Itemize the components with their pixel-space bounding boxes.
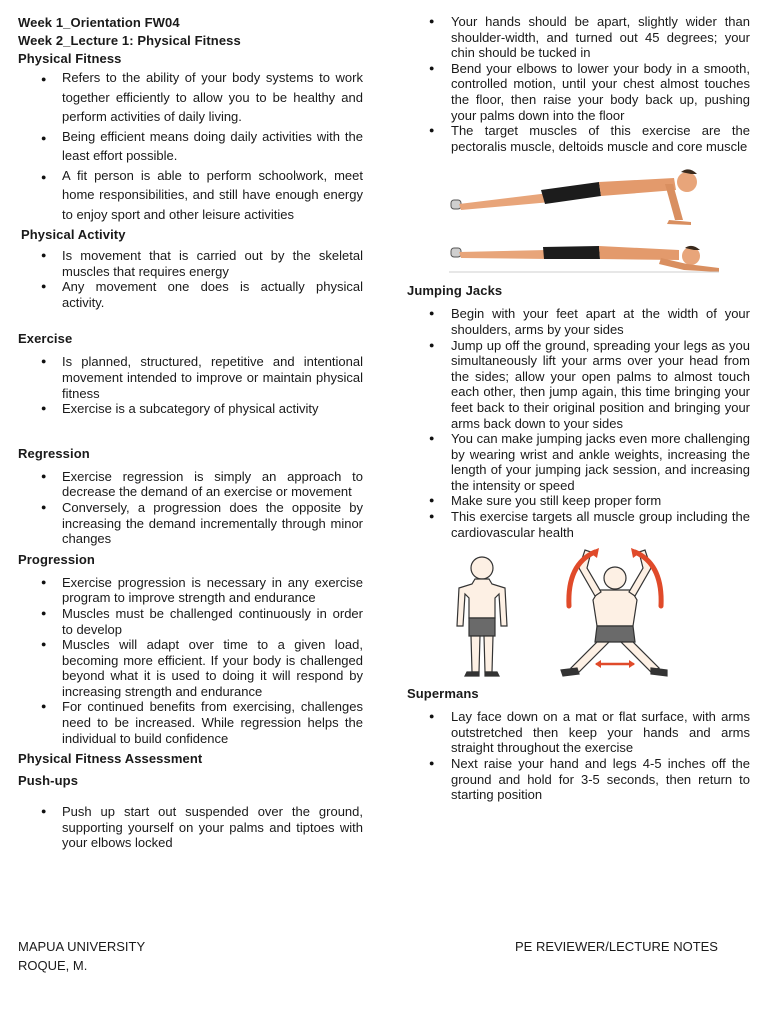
footer-doc-type: PE REVIEWER/LECTURE NOTES xyxy=(515,939,718,954)
list-item: ● For continued benefits from exercising, challenges need to be increased. While regression helps the individual to build confidence xyxy=(18,699,363,746)
list-item: ● Make sure you still keep proper form xyxy=(407,493,750,509)
list-item: ● Being efficient means doing daily activities with the least effort possible. xyxy=(18,127,363,166)
list-item: ● Bend your elbows to lower your body in a smooth, controlled motion, until your chest almost touches the floor, then raise your body back up, pushing your palms down into the floor xyxy=(407,61,750,123)
list-item: ● Is planned, structured, repetitive and intentional movement intended to improve or maintain physical fitness xyxy=(18,354,363,401)
physical-fitness-list xyxy=(18,68,363,224)
list-item: ● Any movement one does is actually physical activity. xyxy=(18,279,363,310)
pushup-top-figure xyxy=(451,170,697,226)
heading-physical-fitness: Physical Fitness xyxy=(18,51,122,66)
list-item: ● The target muscles of this exercise are the pectoralis muscle, deltoids muscle and core muscle xyxy=(407,123,750,154)
jumping-jacks-list xyxy=(407,306,750,540)
heading-jumping-jacks: Jumping Jacks xyxy=(407,283,503,299)
list-item: ● Exercise progression is necessary in any exercise program to improve strength and endurance xyxy=(18,575,363,606)
heading-supermans: Supermans xyxy=(407,686,479,702)
list-item: ● Exercise regression is simply an approach to decrease the demand of an exercise or movement xyxy=(18,469,363,500)
list-item: ● Refers to the ability of your body systems to work together efficiently to allow you to be healthy and perform activities of daily living. xyxy=(18,68,363,127)
list-item: ● Conversely, a progression does the opposite by increasing the demand incrementally through minor changes xyxy=(18,500,363,547)
heading-progression: Progression xyxy=(18,551,95,567)
list-item: ● Jump up off the ground, spreading your legs as you simultaneously lift your arms over your head from the sides; allow your open palms to almost touch each other, then jump again, this time bringing your feet back to their original position and bringing your arms back down to your sides xyxy=(407,338,750,432)
exercise-list xyxy=(18,354,363,416)
arrow-head-bottom-right xyxy=(629,660,635,668)
footer-university: MAPUA UNIVERSITY xyxy=(18,939,146,954)
arrow-head-bottom-left xyxy=(595,660,601,668)
list-item: ● You can make jumping jacks even more challenging by wearing wrist and ankle weights, increasing the length of your jumping jack session, and increasing the intensity or speed xyxy=(407,431,750,493)
list-item: ● Push up start out suspended over the ground, supporting yourself on your palms and tiptoes with your elbows locked xyxy=(18,804,363,851)
heading-exercise: Exercise xyxy=(18,331,73,347)
list-item: ● Begin with your feet apart at the width of your shoulders, arms by your sides xyxy=(407,306,750,337)
pushup-illustration xyxy=(429,160,729,278)
footer-left xyxy=(18,937,145,975)
heading-physical-activity: Physical Activity xyxy=(21,227,126,242)
heading-fitness-assessment: Physical Fitness Assessment xyxy=(18,751,203,767)
list-item: ● Next raise your hand and legs 4-5 inches off the ground and hold for 3-5 seconds, then return to starting position xyxy=(407,756,750,803)
list-item: ● Is movement that is carried out by the skeletal muscles that requires energy xyxy=(18,248,363,279)
list-item: ● Lay face down on a mat or flat surface, with arms outstretched then keep your hands and arms straight throughout the exercise xyxy=(407,709,750,756)
list-item: ● Muscles must be challenged continuously in order to develop xyxy=(18,606,363,637)
right-column xyxy=(407,14,750,803)
pushups-list xyxy=(18,804,363,851)
supermans-list xyxy=(407,709,750,803)
progression-list xyxy=(18,575,363,747)
week2-title: Week 2_Lecture 1: Physical Fitness xyxy=(18,33,241,48)
footer-author: ROQUE, M. xyxy=(18,958,88,973)
left-column xyxy=(18,14,363,851)
pushup-bottom-figure xyxy=(449,246,719,272)
jumping-jacks-start-figure xyxy=(457,557,507,676)
list-item: ● This exercise targets all muscle group including the cardiovascular health xyxy=(407,509,750,540)
week1-title: Week 1_Orientation FW04 xyxy=(18,15,180,30)
pushups-continued-list xyxy=(407,14,750,154)
list-item: ● Your hands should be apart, slightly wider than shoulder-width, and turned out 45 degrees; your chin should be tucked in xyxy=(407,14,750,61)
jumping-jacks-illustration xyxy=(429,546,729,681)
regression-list xyxy=(18,469,363,547)
heading-regression: Regression xyxy=(18,445,90,461)
list-item: ● Muscles will adapt over time to a given load, becoming more efficient. If your body is challenged beyond what it is used to doing it will respond by increasing strength and endurance xyxy=(18,637,363,699)
list-item: ● Exercise is a subcategory of physical activity xyxy=(18,401,363,417)
heading-pushups: Push-ups xyxy=(18,773,79,789)
list-item: ● A fit person is able to perform schoolwork, meet home responsibilities, and still have enough energy to enjoy sport and other leisure activities xyxy=(18,166,363,225)
physical-activity-list xyxy=(18,248,363,310)
